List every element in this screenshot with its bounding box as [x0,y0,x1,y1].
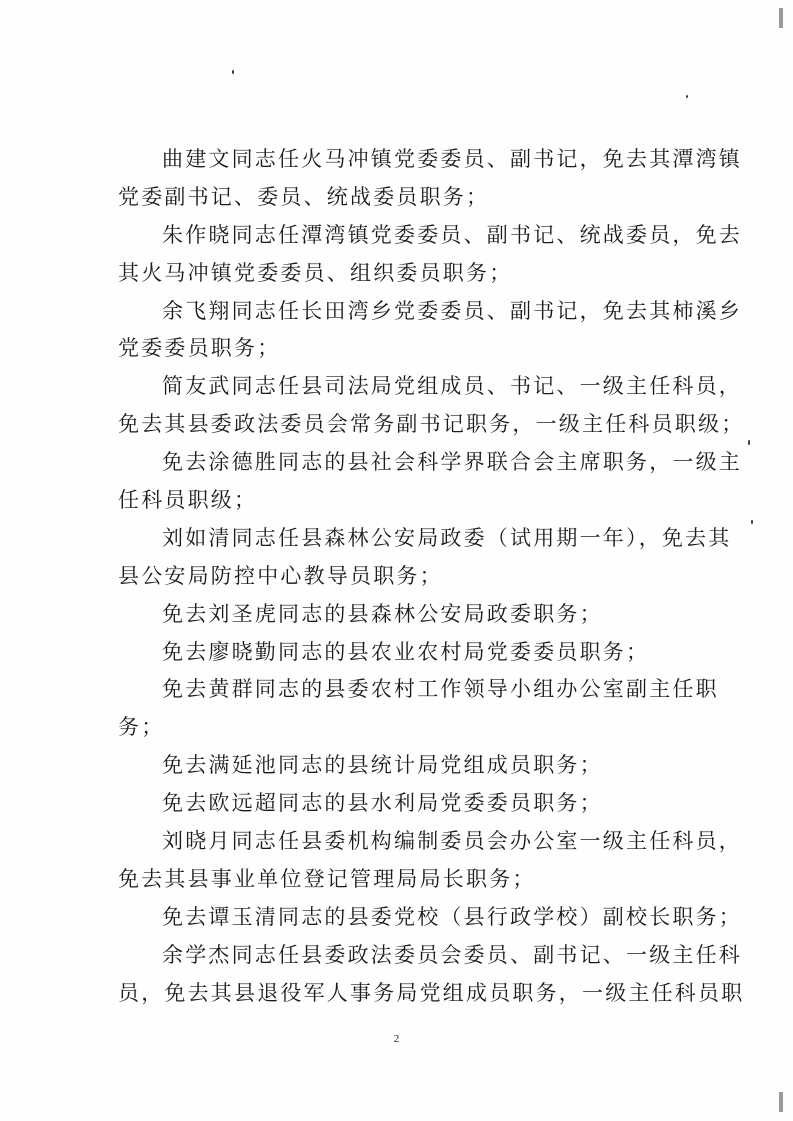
text-line: 免去其县委政法委员会常务副书记职务，一级主任科员职级； [118,412,745,437]
text-line: 简友武同志任县司法局党组成员、书记、一级主任科员， [162,374,742,399]
text-line: 曲建文同志任火马冲镇党委委员、副书记，免去其潭湾镇 [162,147,742,171]
text-line: 党委委员职务； [118,336,281,361]
text-line: 余飞翔同志任长田湾乡党委委员、副书记，免去其柿溪乡 [162,298,742,323]
text-line: 任科员职级； [118,488,258,513]
text-line: 员，免去其县退役军人事务局党组成员职务，一级主任科员职 [118,980,745,1005]
scan-speck [232,70,234,74]
text-line: 免去满延池同志的县统计局党组成员职务； [162,753,603,778]
text-line: 刘如清同志任县森林公安局政委（试用期一年），免去其 [162,525,732,550]
text-line: 余学杰同志任县委政法委员会委员、副书记、一级主任科 [162,942,742,967]
text-line: 朱作晓同志任潭湾镇党委委员、副书记、统战委员，免去 [162,222,742,247]
text-line: 党委副书记、委员、统战委员职务； [118,184,490,209]
text-line: 免去黄群同志的县委农村工作领导小组办公室副主任职 [162,677,719,702]
text-line: 务； [118,715,165,740]
page-number: 2 [393,1033,400,1045]
text-line: 免去欧远超同志的县水利局党委委员职务； [162,791,603,816]
scan-edge-mark [779,8,783,28]
text-line: 免去谭玉清同志的县委党校（县行政学校）副校长职务； [162,904,742,929]
text-line: 免去其县事业单位登记管理局局长职务； [118,866,536,891]
scan-speck [748,440,750,445]
scan-edge-mark [779,1092,783,1112]
scan-speck [751,520,753,524]
text-line: 免去刘圣虎同志的县森林公安局政委职务； [162,601,603,626]
text-line: 其火马冲镇党委委员、组织委员职务； [118,260,513,285]
text-line: 免去廖晓勤同志的县农业农村局党委委员职务； [162,639,650,664]
text-line: 县公安局防控中心教导员职务； [118,563,443,588]
scan-speck [686,95,688,98]
document-body [118,141,745,1012]
text-line: 刘晓月同志任县委机构编制委员会办公室一级主任科员， [162,829,742,854]
text-line: 免去涂德胜同志的县社会科学界联合会主席职务，一级主 [162,450,742,475]
